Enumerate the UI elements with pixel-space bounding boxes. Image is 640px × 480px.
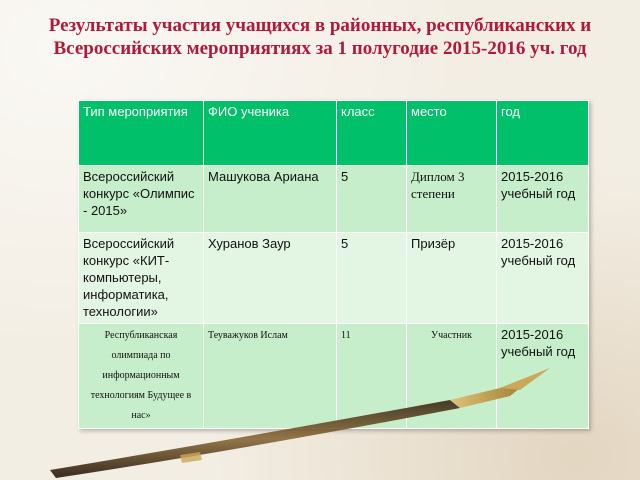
cell-event: Республиканская олимпиада по информационным технологиям Будущее в нас» [79, 324, 204, 429]
table-header-row [79, 101, 589, 166]
header-grade: класс [337, 101, 407, 166]
cell-year: 2015-2016 учебный год [497, 166, 589, 233]
cell-grade: 5 [337, 233, 407, 324]
cell-place: Призёр [407, 233, 497, 324]
cell-place: Участник [407, 324, 497, 429]
table-row [79, 166, 589, 233]
cell-event: Всероссийский конкурс «КИТ- компьютеры, информатика, технологии» [79, 233, 204, 324]
table-row [79, 233, 589, 324]
cell-year: 2015-2016 учебный год [497, 324, 589, 429]
cell-place: Диплом 3 степени [407, 166, 497, 233]
cell-student: Машукова Ариана [204, 166, 337, 233]
cell-student: Теуважуков Ислам [204, 324, 337, 429]
cell-student: Хуранов Заур [204, 233, 337, 324]
header-year: год [497, 101, 589, 166]
header-place: место [407, 101, 497, 166]
page-title: Результаты участия учащихся в районных, республиканских и Всероссийских мероприятиях за 1 полугодие 2015-2016 уч. год [48, 15, 592, 59]
cell-year: 2015-2016 учебный год [497, 233, 589, 324]
cell-event: Всероссийский конкурс «Олимпис - 2015» [79, 166, 204, 233]
header-student-name: ФИО ученика [204, 101, 337, 166]
header-event-type: Тип мероприятия [79, 101, 204, 166]
fountain-pen-icon [30, 360, 630, 480]
cell-grade: 5 [337, 166, 407, 233]
cell-grade: 11 [337, 324, 407, 429]
